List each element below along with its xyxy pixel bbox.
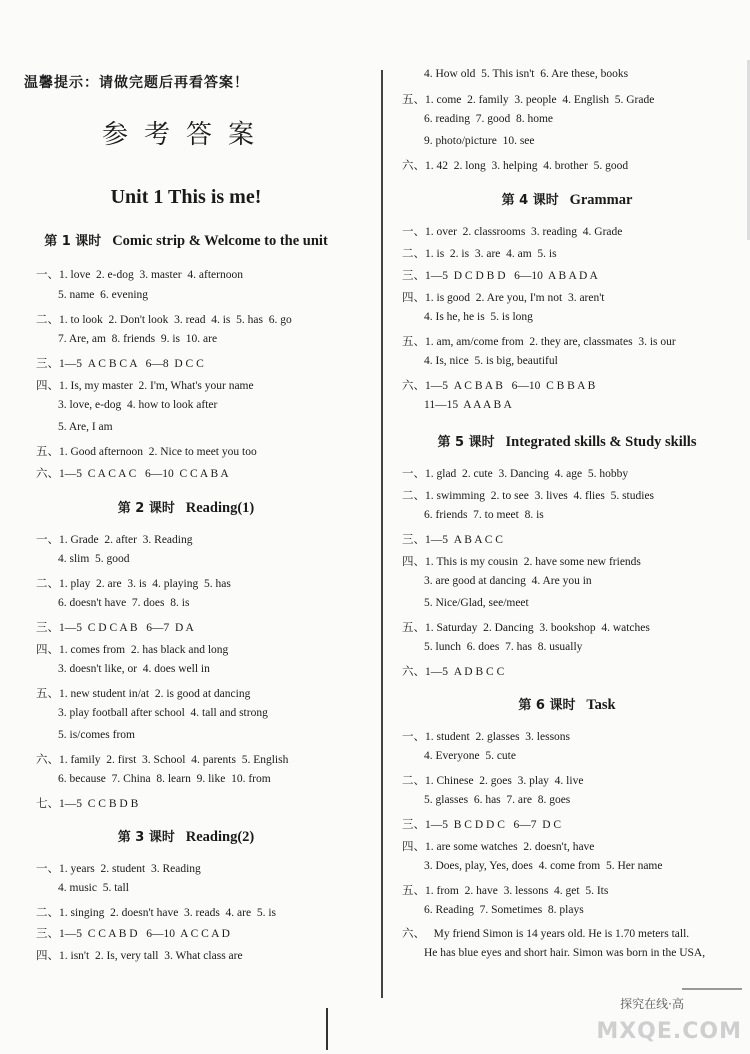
section-number: 四 xyxy=(36,948,48,962)
section-number: 三 xyxy=(36,926,48,940)
answer-text: 1. to look 2. Don't look 3. read 4. is 5. has 6. go xyxy=(59,314,292,326)
lesson-number: 第 2 课时 xyxy=(117,501,175,516)
lesson-number: 第 4 课时 xyxy=(501,193,559,208)
answer-line: 五、1. from 2. have 3. lessons 4. get 5. Its xyxy=(402,883,609,897)
answer-line xyxy=(424,135,535,147)
answer-text: 3. love, e-dog 4. how to look after xyxy=(58,399,218,411)
section-number: 三 xyxy=(36,356,48,370)
answer-text: 1. This is my cousin 2. have some new friends xyxy=(425,556,641,568)
answer-text: 1. Good afternoon 2. Nice to meet you too xyxy=(59,446,257,458)
answer-line xyxy=(58,553,130,565)
answer-line xyxy=(58,399,217,411)
section-number: 五 xyxy=(402,620,414,634)
answer-line: 三、1—5 C C A B D 6—10 A C C A D xyxy=(36,926,230,940)
answer-text: 1—5 C C B D B xyxy=(59,798,139,810)
answer-line: 二、1. Chinese 2. goes 3. play 4. live xyxy=(402,773,584,787)
answer-text: 4. music 5. tall xyxy=(58,882,129,894)
answer-line: 三、1—5 A C B C A 6—8 D C C xyxy=(36,356,204,370)
answer-text: 1. Grade 2. after 3. Reading xyxy=(59,534,193,546)
lesson-heading xyxy=(384,431,750,451)
answer-text: 5. lunch 6. does 7. has 8. usually xyxy=(424,641,583,653)
lesson-heading xyxy=(384,189,750,209)
watermark-small-text: 探究在线·高 xyxy=(620,997,684,1011)
answer-line: 四、1. is good 2. Are you, I'm not 3. aren't xyxy=(402,290,605,304)
answer-text: 3. play football after school 4. tall and strong xyxy=(58,707,268,719)
section-number: 一 xyxy=(36,532,48,546)
answer-text: 1—5 C A C A C 6—10 C C A B A xyxy=(59,468,229,480)
answer-text: 5. Are, I am xyxy=(58,421,113,433)
answer-line xyxy=(424,311,533,323)
lesson-heading xyxy=(0,230,372,250)
lesson-title: Comic strip & Welcome to the unit xyxy=(112,233,328,249)
section-number: 一 xyxy=(36,267,48,281)
page-title: 参考答案 xyxy=(101,120,270,150)
answer-text: 6. friends 7. to meet 8. is xyxy=(424,509,544,521)
answer-line: 一、1. love 2. e-dog 3. master 4. afternoon xyxy=(36,267,243,281)
answer-text: 1. singing 2. doesn't have 3. reads 4. are 5. is xyxy=(59,907,277,919)
answer-line: 五、1. new student in/at 2. is good at dancing xyxy=(36,686,251,700)
section-number: 六 xyxy=(402,664,414,678)
answer-text: 5. glasses 6. has 7. are 8. goes xyxy=(424,794,571,806)
lesson-number: 第 6 课时 xyxy=(518,698,576,713)
answer-line: 二、1. play 2. are 3. is 4. playing 5. has xyxy=(36,576,231,590)
answer-text: 1—5 C C A B D 6—10 A C C A D xyxy=(59,928,230,940)
answer-text: 1. is 2. is 3. are 4. am 5. is xyxy=(425,248,557,260)
answer-line xyxy=(58,663,210,675)
section-number: 三 xyxy=(402,817,414,831)
answer-line: 五、1. am, am/come from 2. they are, classmates 3. is our xyxy=(402,334,676,348)
answer-text: He has blue eyes and short hair. Simon was born in the USA, xyxy=(424,947,706,959)
section-number: 四 xyxy=(36,378,48,392)
answer-text: 9. photo/picture 10. see xyxy=(424,135,535,147)
answer-text: 3. are good at dancing 4. Are you in xyxy=(424,575,592,587)
answer-line xyxy=(424,794,570,806)
answer-text: 1. family 2. first 3. School 4. parents 5. English xyxy=(59,754,289,766)
answer-line xyxy=(424,509,544,521)
section-number: 五 xyxy=(36,444,48,458)
answer-text: 1. 42 2. long 3. helping 4. brother 5. good xyxy=(425,160,629,172)
answer-line: 二、1. to look 2. Don't look 3. read 4. is 5. has 6. go xyxy=(36,312,292,326)
answer-text: 4. Everyone 5. cute xyxy=(424,750,516,762)
answer-line: 一、1. student 2. glasses 3. lessons xyxy=(402,729,571,743)
lesson-title: Task xyxy=(586,697,616,713)
answer-line: 二、1. swimming 2. to see 3. lives 4. flies 5. studies xyxy=(402,488,655,502)
answer-line: 二、1. is 2. is 3. are 4. am 5. is xyxy=(402,246,557,260)
section-number: 三 xyxy=(402,532,414,546)
answer-line: 六、1—5 A C B A B 6—10 C B B A B xyxy=(402,378,596,392)
lesson-title: Reading(2) xyxy=(185,829,255,845)
answer-text: 1. isn't 2. Is, very tall 3. What class are xyxy=(59,950,243,962)
answer-text: 1. over 2. classrooms 3. reading 4. Grade xyxy=(425,226,623,238)
answer-text: 3. Does, play, Yes, does 4. come from 5. Her name xyxy=(424,860,663,872)
section-number: 三 xyxy=(36,620,48,634)
lesson-title: Integrated skills & Study skills xyxy=(505,434,697,450)
answer-line xyxy=(424,113,553,125)
answer-line: 二、1. singing 2. doesn't have 3. reads 4. are 5. is xyxy=(36,905,277,919)
section-number: 二 xyxy=(402,246,414,260)
section-number: 五 xyxy=(402,92,414,106)
answer-text: 4. Is, nice 5. is big, beautiful xyxy=(424,355,558,367)
section-number: 七 xyxy=(36,796,48,810)
lesson-number: 第 5 课时 xyxy=(437,435,495,450)
answer-line: 五、1. Saturday 2. Dancing 3. bookshop 4. watches xyxy=(402,620,650,634)
section-number: 四 xyxy=(402,554,414,568)
answer-line: 五、1. Good afternoon 2. Nice to meet you too xyxy=(36,444,257,458)
answer-text: 5. name 6. evening xyxy=(58,289,149,301)
answer-text: 1. new student in/at 2. is good at dancing xyxy=(59,688,251,700)
section-number: 六 xyxy=(402,158,414,172)
section-number: 五 xyxy=(402,883,414,897)
section-number: 四 xyxy=(36,642,48,656)
answer-text: 1. am, am/come from 2. they are, classmates 3. is our xyxy=(425,336,676,348)
answer-text: 1. is good 2. Are you, I'm not 3. aren't xyxy=(425,292,605,304)
lesson-number: 第 1 课时 xyxy=(44,234,102,249)
section-number: 二 xyxy=(36,312,48,326)
answer-line: 六、1—5 C A C A C 6—10 C C A B A xyxy=(36,466,229,480)
answer-line: 一、1. Grade 2. after 3. Reading xyxy=(36,532,193,546)
answer-text: 1. Saturday 2. Dancing 3. bookshop 4. watches xyxy=(425,622,650,634)
lesson-heading xyxy=(0,826,372,846)
answer-text: 1—5 B C D D C 6—7 D C xyxy=(425,819,562,831)
section-number: 六 xyxy=(402,926,414,940)
lesson-number: 第 3 课时 xyxy=(117,830,175,845)
lesson-heading xyxy=(384,694,750,714)
answer-line xyxy=(424,750,516,762)
answer-line: 四、1. This is my cousin 2. have some new friends xyxy=(402,554,641,568)
answer-line xyxy=(424,947,705,959)
answer-line: 四、1. isn't 2. Is, very tall 3. What class are xyxy=(36,948,243,962)
section-number: 三 xyxy=(402,268,414,282)
answer-line: 四、1. Is, my master 2. I'm, What's your name xyxy=(36,378,254,392)
answer-text: 1. glad 2. cute 3. Dancing 4. age 5. hobby xyxy=(425,468,629,480)
answer-line: 六、1. family 2. first 3. School 4. parents 5. English xyxy=(36,752,289,766)
answer-line xyxy=(424,597,529,609)
answer-line: 六、 My friend Simon is 14 years old. He is 1.70 meters tall. xyxy=(402,926,690,940)
answer-text: 1—5 A B A C C xyxy=(425,534,503,546)
section-number: 五 xyxy=(402,334,414,348)
answer-line xyxy=(424,575,592,587)
lesson-title: Reading(1) xyxy=(185,500,255,516)
answer-line: 三、1—5 B C D D C 6—7 D C xyxy=(402,817,562,831)
answer-line xyxy=(424,904,584,916)
column-divider xyxy=(381,70,383,998)
answer-text: 5. Nice/Glad, see/meet xyxy=(424,597,529,609)
watermark-logo: MXQE.COM xyxy=(596,1019,742,1044)
answer-line xyxy=(58,882,129,894)
section-number: 二 xyxy=(36,905,48,919)
answer-text: 1. comes from 2. has black and long xyxy=(59,644,229,656)
answer-text: 1—5 C D C A B 6—7 D A xyxy=(59,622,194,634)
answer-line xyxy=(424,399,512,411)
answer-line: 三、1—5 C D C A B 6—7 D A xyxy=(36,620,194,634)
unit-title: Unit 1 This is me! xyxy=(110,186,262,208)
answer-text: 11—15 A A A B A xyxy=(424,399,512,411)
answer-line: 七、1—5 C C B D B xyxy=(36,796,139,810)
answer-text: 1. from 2. have 3. lessons 4. get 5. Its xyxy=(425,885,609,897)
answer-text: 5. is/comes from xyxy=(58,729,135,741)
section-number: 一 xyxy=(36,861,48,875)
section-number: 一 xyxy=(402,729,414,743)
section-number: 二 xyxy=(36,576,48,590)
answer-line xyxy=(424,641,582,653)
answer-text: 6. doesn't have 7. does 8. is xyxy=(58,597,190,609)
answer-line xyxy=(58,729,135,741)
footer-mark xyxy=(326,1008,328,1050)
answer-text: 1. Is, my master 2. I'm, What's your name xyxy=(59,380,254,392)
answer-text: 3. doesn't like, or 4. does well in xyxy=(58,663,210,675)
answer-text: 4. slim 5. good xyxy=(58,553,130,565)
answer-text: 7. Are, am 8. friends 9. is 10. are xyxy=(58,333,218,345)
answer-line: 五、1. come 2. family 3. people 4. English 5. Grade xyxy=(402,92,655,106)
answer-line xyxy=(58,707,268,719)
answer-text: 6. reading 7. good 8. home xyxy=(424,113,554,125)
watermark-line xyxy=(682,988,742,990)
answer-text: 1. play 2. are 3. is 4. playing 5. has xyxy=(59,578,231,590)
answer-line: 一、1. over 2. classrooms 3. reading 4. Grade xyxy=(402,224,623,238)
answer-text: 1—5 D C D B D 6—10 A B A D A xyxy=(425,270,598,282)
answer-line: 四、1. are some watches 2. doesn't, have xyxy=(402,839,595,853)
answer-line xyxy=(58,333,217,345)
answer-text: 6. Reading 7. Sometimes 8. plays xyxy=(424,904,584,916)
answer-line xyxy=(424,68,628,80)
answer-text: 4. How old 5. This isn't 6. Are these, books xyxy=(424,68,629,80)
answer-line: 一、1. glad 2. cute 3. Dancing 4. age 5. hobby xyxy=(402,466,629,480)
answer-line xyxy=(58,773,271,785)
section-number: 一 xyxy=(402,466,414,480)
answer-text: 1—5 A C B A B 6—10 C B B A B xyxy=(425,380,596,392)
answer-line xyxy=(424,355,558,367)
answer-line: 三、1—5 D C D B D 6—10 A B A D A xyxy=(402,268,598,282)
answer-text: 1. Chinese 2. goes 3. play 4. live xyxy=(425,775,584,787)
answer-text: My friend Simon is 14 years old. He is 1.70 meters tall. xyxy=(425,928,690,940)
answer-line: 六、1—5 A D B C C xyxy=(402,664,505,678)
section-number: 四 xyxy=(402,290,414,304)
lesson-heading xyxy=(0,497,372,517)
answer-text: 1—5 A D B C C xyxy=(425,666,505,678)
section-number: 六 xyxy=(36,752,48,766)
answer-text: 6. because 7. China 8. learn 9. like 10. from xyxy=(58,773,271,785)
answer-text: 1—5 A C B C A 6—8 D C C xyxy=(59,358,204,370)
section-number: 五 xyxy=(36,686,48,700)
answer-text: 1. years 2. student 3. Reading xyxy=(59,863,201,875)
answer-text: 1. love 2. e-dog 3. master 4. afternoon xyxy=(59,269,243,281)
answer-line xyxy=(58,421,113,433)
answer-text: 1. student 2. glasses 3. lessons xyxy=(425,731,571,743)
answer-text: 1. come 2. family 3. people 4. English 5. Grade xyxy=(425,94,655,106)
answer-text: 4. Is he, he is 5. is long xyxy=(424,311,533,323)
answer-line xyxy=(58,289,148,301)
section-number: 六 xyxy=(402,378,414,392)
answer-line xyxy=(424,860,662,872)
answer-line: 六、1. 42 2. long 3. helping 4. brother 5. good xyxy=(402,158,629,172)
reminder-tip: 温馨提示：请做完题后再看答案！ xyxy=(24,75,249,91)
answer-line: 四、1. comes from 2. has black and long xyxy=(36,642,229,656)
answer-text: 1. swimming 2. to see 3. lives 4. flies 5. studies xyxy=(425,490,655,502)
section-number: 二 xyxy=(402,773,414,787)
answer-line: 三、1—5 A B A C C xyxy=(402,532,503,546)
answer-line xyxy=(58,597,189,609)
answer-line: 一、1. years 2. student 3. Reading xyxy=(36,861,201,875)
section-number: 一 xyxy=(402,224,414,238)
answer-text: 1. are some watches 2. doesn't, have xyxy=(425,841,595,853)
section-number: 二 xyxy=(402,488,414,502)
section-number: 四 xyxy=(402,839,414,853)
lesson-title: Grammar xyxy=(569,192,633,208)
section-number: 六 xyxy=(36,466,48,480)
